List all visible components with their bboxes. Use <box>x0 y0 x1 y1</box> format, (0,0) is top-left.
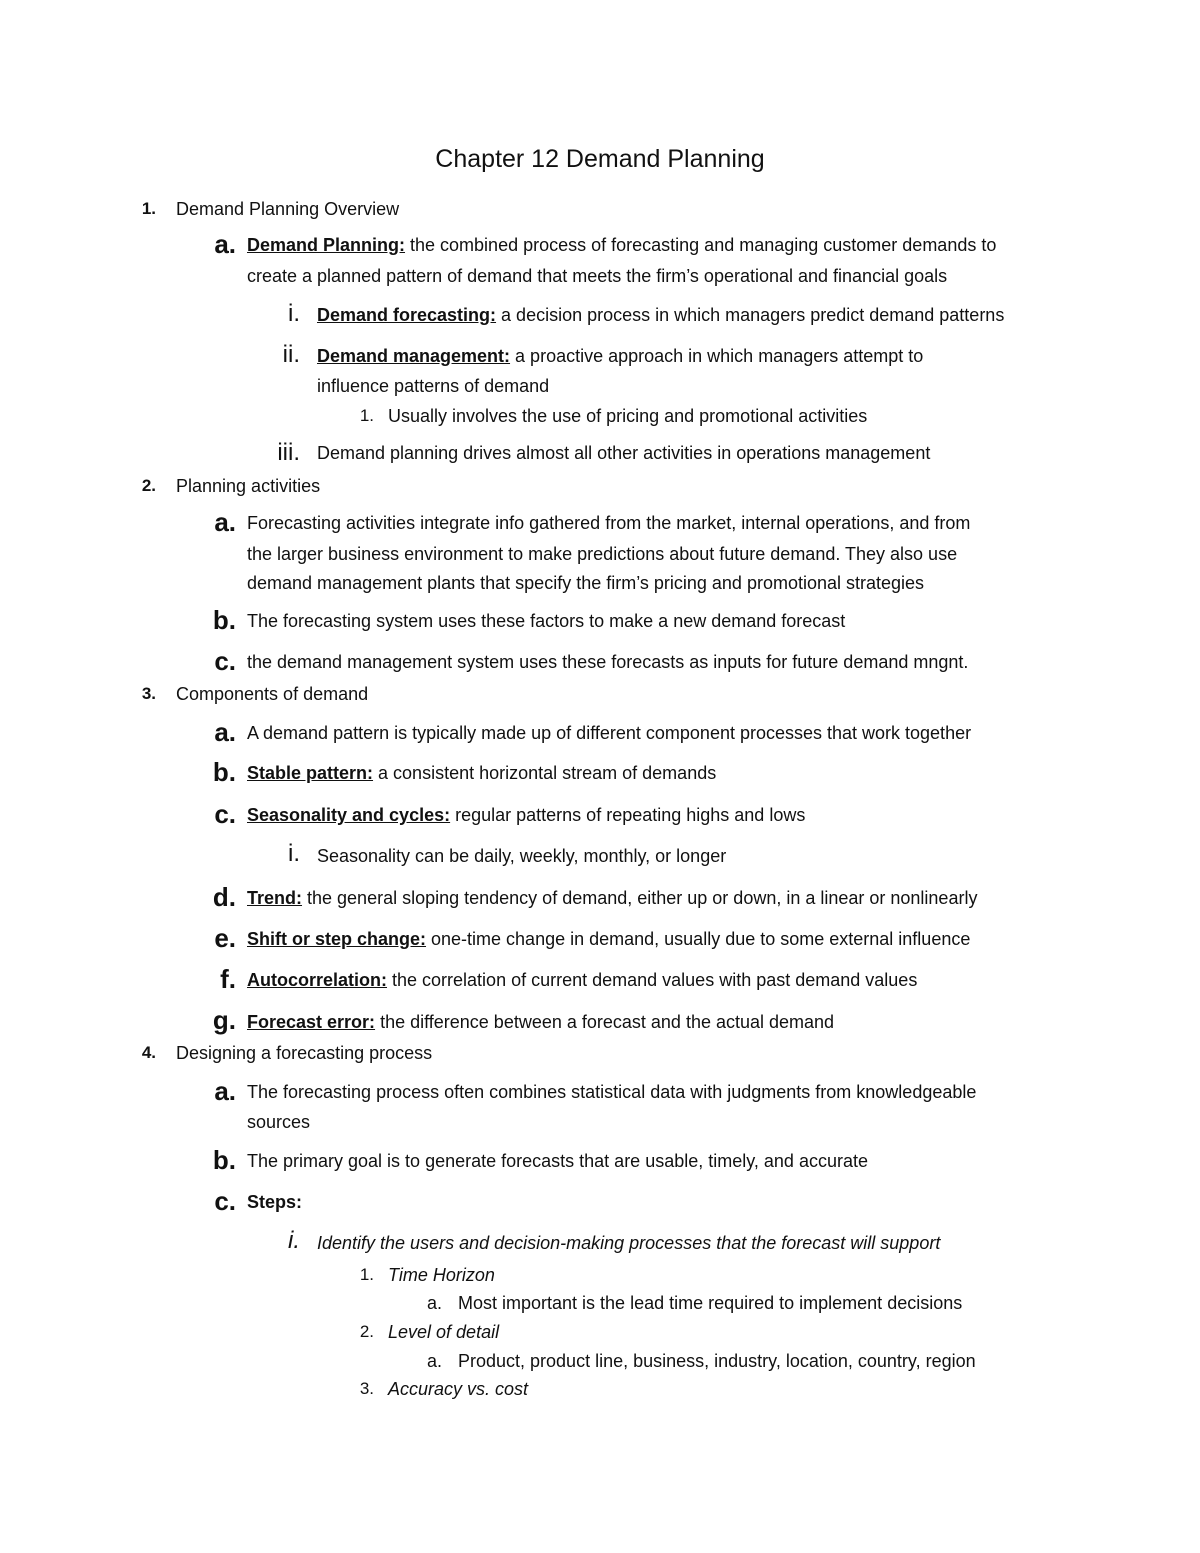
list-marker: 2. <box>141 476 156 495</box>
term: Forecast error: <box>247 1012 376 1032</box>
list-item <box>247 927 970 951</box>
term: Shift or step change: <box>247 929 427 949</box>
list-item <box>247 761 716 785</box>
term: Demand Planning: <box>247 235 406 255</box>
list-marker: 1. <box>359 406 374 425</box>
list-item: Accuracy vs. cost <box>388 1379 529 1399</box>
list-marker: 3. <box>141 684 156 703</box>
definition: regular patterns of repeating highs and lows <box>450 805 806 825</box>
list-item: Most important is the lead time required to implement decisions <box>458 1293 963 1313</box>
list-item: Demand planning drives almost all other activities in operations management <box>317 443 931 463</box>
term: Autocorrelation: <box>247 970 388 990</box>
list-marker: c. <box>214 799 236 829</box>
list-marker: 1. <box>359 1265 374 1284</box>
list-item: The forecasting process often combines statistical data with judgments from knowledgeable <box>247 1082 977 1102</box>
list-marker: c. <box>214 646 236 676</box>
list-marker: i. <box>288 1227 300 1254</box>
section-heading: Designing a forecasting process <box>176 1043 433 1063</box>
list-marker: e. <box>214 923 236 953</box>
list-item: Steps: <box>247 1192 303 1212</box>
list-item: Forecasting activities integrate info gathered from the market, internal operations, and from <box>247 513 971 533</box>
list-item: Usually involves the use of pricing and promotional activities <box>388 406 868 426</box>
list-item-continued: the larger business environment to make predictions about future demand. They also use <box>247 544 958 564</box>
definition: a proactive approach in which managers attempt to <box>510 346 924 366</box>
term: Seasonality and cycles: <box>247 805 451 825</box>
list-marker: c. <box>214 1186 236 1216</box>
list-item <box>317 344 923 368</box>
list-item: Product, product line, business, industry, location, country, region <box>458 1351 976 1371</box>
list-marker: b. <box>212 605 236 635</box>
list-item: Level of detail <box>388 1322 500 1342</box>
list-item <box>247 803 805 827</box>
definition: the combined process of forecasting and managing customer demands to <box>405 235 997 255</box>
section-heading: Components of demand <box>176 684 369 704</box>
list-marker: ii. <box>282 341 300 368</box>
list-marker: a. <box>214 1076 236 1106</box>
list-marker: f. <box>220 964 236 994</box>
list-marker: 3. <box>359 1379 374 1398</box>
list-item <box>247 886 977 910</box>
list-item: Seasonality can be daily, weekly, monthly, or longer <box>317 846 727 866</box>
list-marker: a. <box>214 717 236 747</box>
list-item <box>247 233 996 257</box>
list-item-continued: create a planned pattern of demand that meets the firm’s operational and financial goals <box>247 266 948 286</box>
page-title: Chapter 12 Demand Planning <box>435 145 765 173</box>
term: Demand management: <box>317 346 511 366</box>
list-item <box>317 303 1004 327</box>
list-item <box>247 1010 834 1034</box>
term: Demand forecasting: <box>317 305 497 325</box>
list-marker: a. <box>214 507 236 537</box>
definition: the correlation of current demand values with past demand values <box>387 970 918 990</box>
list-marker: i. <box>288 840 300 867</box>
list-marker: iii. <box>277 439 300 466</box>
definition: one-time change in demand, usually due to some external influence <box>426 929 971 949</box>
list-marker: a. <box>214 229 236 259</box>
definition: a consistent horizontal stream of demands <box>373 763 717 783</box>
list-item-continued: demand management plants that specify the firm’s pricing and promotional strategies <box>247 573 925 593</box>
list-item: Time Horizon <box>388 1265 495 1285</box>
list-marker: 1. <box>141 199 156 218</box>
list-marker: 2. <box>359 1322 374 1341</box>
list-marker: a. <box>426 1293 442 1313</box>
list-marker: a. <box>426 1351 442 1371</box>
list-marker: b. <box>212 757 236 787</box>
list-item: The primary goal is to generate forecasts that are usable, timely, and accurate <box>247 1151 868 1171</box>
definition: the difference between a forecast and the actual demand <box>375 1012 835 1032</box>
list-item: A demand pattern is typically made up of different component processes that work together <box>247 723 972 743</box>
list-marker: g. <box>212 1005 236 1035</box>
section-heading: Demand Planning Overview <box>176 199 400 219</box>
list-item: Identify the users and decision-making processes that the forecast will support <box>317 1233 941 1253</box>
list-item: The forecasting system uses these factors to make a new demand forecast <box>247 611 846 631</box>
list-item-continued: sources <box>247 1112 311 1132</box>
term: Stable pattern: <box>247 763 374 783</box>
list-marker: d. <box>212 882 236 912</box>
list-marker: 4. <box>141 1043 156 1062</box>
definition: a decision process in which managers predict demand patterns <box>496 305 1005 325</box>
list-item <box>247 968 917 992</box>
list-item: the demand management system uses these forecasts as inputs for future demand mngnt. <box>247 652 969 672</box>
section-heading: Planning activities <box>176 476 321 496</box>
term: Trend: <box>247 888 303 908</box>
list-marker: b. <box>212 1145 236 1175</box>
list-item-continued: influence patterns of demand <box>317 376 550 396</box>
definition: the general sloping tendency of demand, either up or down, in a linear or nonlinearly <box>302 888 978 908</box>
list-marker: i. <box>288 300 300 327</box>
